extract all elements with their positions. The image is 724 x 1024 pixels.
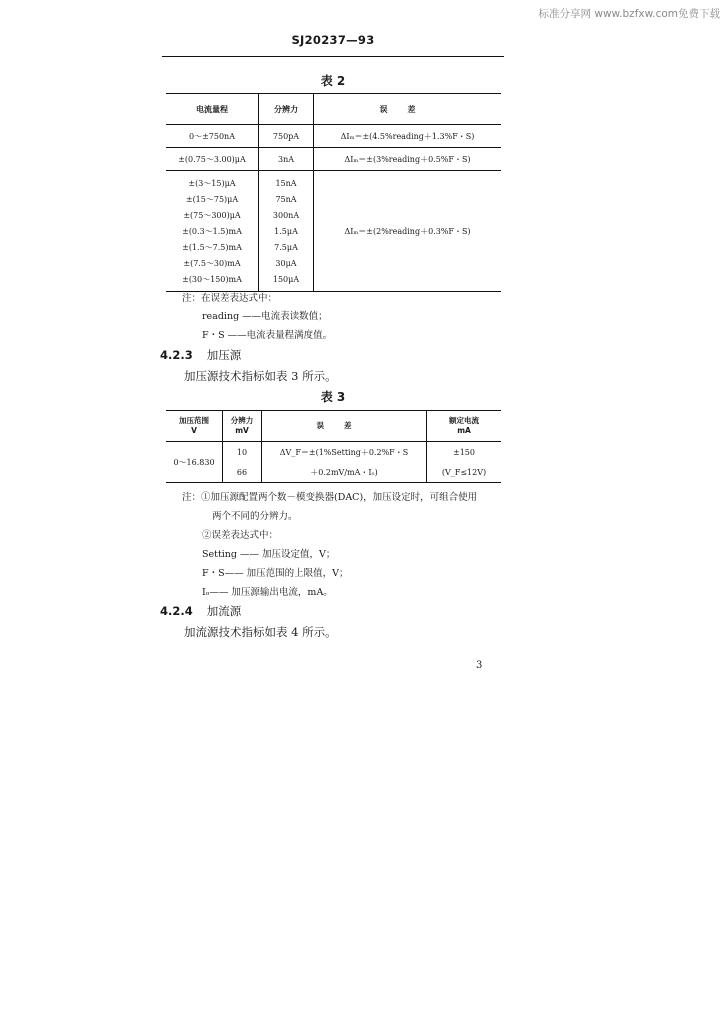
- table3-note-2: ②误差表达式中：: [202, 530, 279, 541]
- table2-error-cell: ΔIₘ＝±(4.5%reading＋1.3%F・S): [314, 125, 502, 148]
- section-title: 加压源: [206, 348, 242, 362]
- page-number: 3: [476, 660, 483, 671]
- table2-range-cell: ±(30～150)mA: [182, 274, 242, 284]
- table2-note-intro: 注：在误差表达式中：: [182, 293, 278, 304]
- table3-header-error: 误差: [262, 411, 427, 442]
- table3-error-line: ΔV_F＝±(1%Setting＋0.2%F・S: [262, 442, 427, 463]
- table2-resolution-cell: 750pA: [259, 125, 314, 148]
- table2-range-cell: ±(3～15)μA: [188, 178, 236, 188]
- table3-header-row: [166, 411, 501, 442]
- section-4-2-3-text: 加压源技术指标如表 3 所示。: [184, 369, 337, 383]
- table3-note-1b: 两个不同的分辨力。: [212, 511, 298, 522]
- table2-note-fs: F・S ——电流表量程满度值。: [202, 330, 333, 341]
- table2-error-cell: ΔIₘ＝±(3%reading＋0.5%F・S): [314, 148, 502, 171]
- document-id: SJ20237—93: [291, 33, 375, 47]
- section-4-2-4-text: 加流源技术指标如表 4 所示。: [184, 625, 337, 639]
- section-number: 4.2.4: [160, 604, 193, 618]
- section-number: 4.2.3: [160, 348, 193, 362]
- table3-note-1a: 注：①加压源配置两个数－模变换器(DAC)，加压设定时，可组合使用: [182, 492, 478, 503]
- table-row: [166, 442, 501, 463]
- table3-current-cell: (V_F≤12V): [427, 462, 502, 483]
- table3-range-cell: 0～16.830: [173, 457, 215, 467]
- section-4-2-3-heading: [160, 347, 241, 363]
- table3-note-setting: Setting —— 加压设定值，V；: [202, 549, 336, 560]
- table2-caption: 表 2: [320, 74, 346, 88]
- table-row: [166, 125, 501, 148]
- table3-note-fs: F・S—— 加压范围的上限值，V；: [202, 568, 349, 579]
- table3-error-line: ＋0.2mV/mA・Iₒ): [262, 462, 427, 483]
- table2-range-cell: ±(0.3～1.5)mA: [182, 226, 242, 236]
- table2-group-error-cell: ΔIₘ＝±(2%reading＋0.3%F・S): [314, 171, 502, 292]
- table2-resolution-cell: 3nA: [259, 148, 314, 171]
- table-row: [166, 171, 501, 192]
- table3-header-range: 加压范围 V: [166, 411, 223, 442]
- table-row: [166, 148, 501, 171]
- table2-range-cell: 0～±750nA: [166, 125, 259, 148]
- table2-header-range: 电流量程: [166, 94, 259, 125]
- table3: [166, 410, 501, 483]
- section-4-2-4-heading: [160, 603, 241, 619]
- table2-resolution-cell: 150μA: [259, 271, 314, 292]
- section-title: 加流源: [206, 604, 242, 618]
- table2-range-cell: ±(75～300)μA: [183, 210, 241, 220]
- table2-resolution-cell: 1.5μA: [259, 223, 314, 239]
- table2-range-cell: ±(0.75～3.00)μA: [166, 148, 259, 171]
- table2-resolution-cell: 15nA: [259, 171, 314, 192]
- table2-resolution-cell: 75nA: [259, 191, 314, 207]
- table2-resolution-cell: 30μA: [259, 255, 314, 271]
- table3-resolution-cell: 66: [223, 462, 262, 483]
- watermark: 标准分享网 www.bzfxw.com免费下载: [538, 8, 720, 20]
- table2-note-reading: reading ——电流表读数值；: [202, 311, 328, 322]
- table2-range-cell: ±(15～75)μA: [185, 194, 239, 204]
- header-rule: [162, 56, 504, 57]
- table3-header-current: 额定电流 mA: [427, 411, 502, 442]
- table2-range-cell: ±(1.5～7.5)mA: [182, 242, 242, 252]
- table2-header-error: 误差: [314, 94, 502, 125]
- table3-resolution-cell: 10: [223, 442, 262, 463]
- table2: [166, 93, 501, 292]
- table2-header-row: [166, 94, 501, 125]
- table2-range-cell: ±(7.5～30)mA: [183, 258, 241, 268]
- table2-resolution-cell: 300nA: [259, 207, 314, 223]
- table3-current-cell: ±150: [427, 442, 502, 463]
- table2-header-resolution: 分辨力: [259, 94, 314, 125]
- table3-note-io: Iₒ—— 加压源输出电流，mA。: [202, 587, 333, 598]
- table3-caption: 表 3: [320, 390, 346, 404]
- table2-resolution-cell: 7.5μA: [259, 239, 314, 255]
- table3-header-resolution: 分辨力 mV: [223, 411, 262, 442]
